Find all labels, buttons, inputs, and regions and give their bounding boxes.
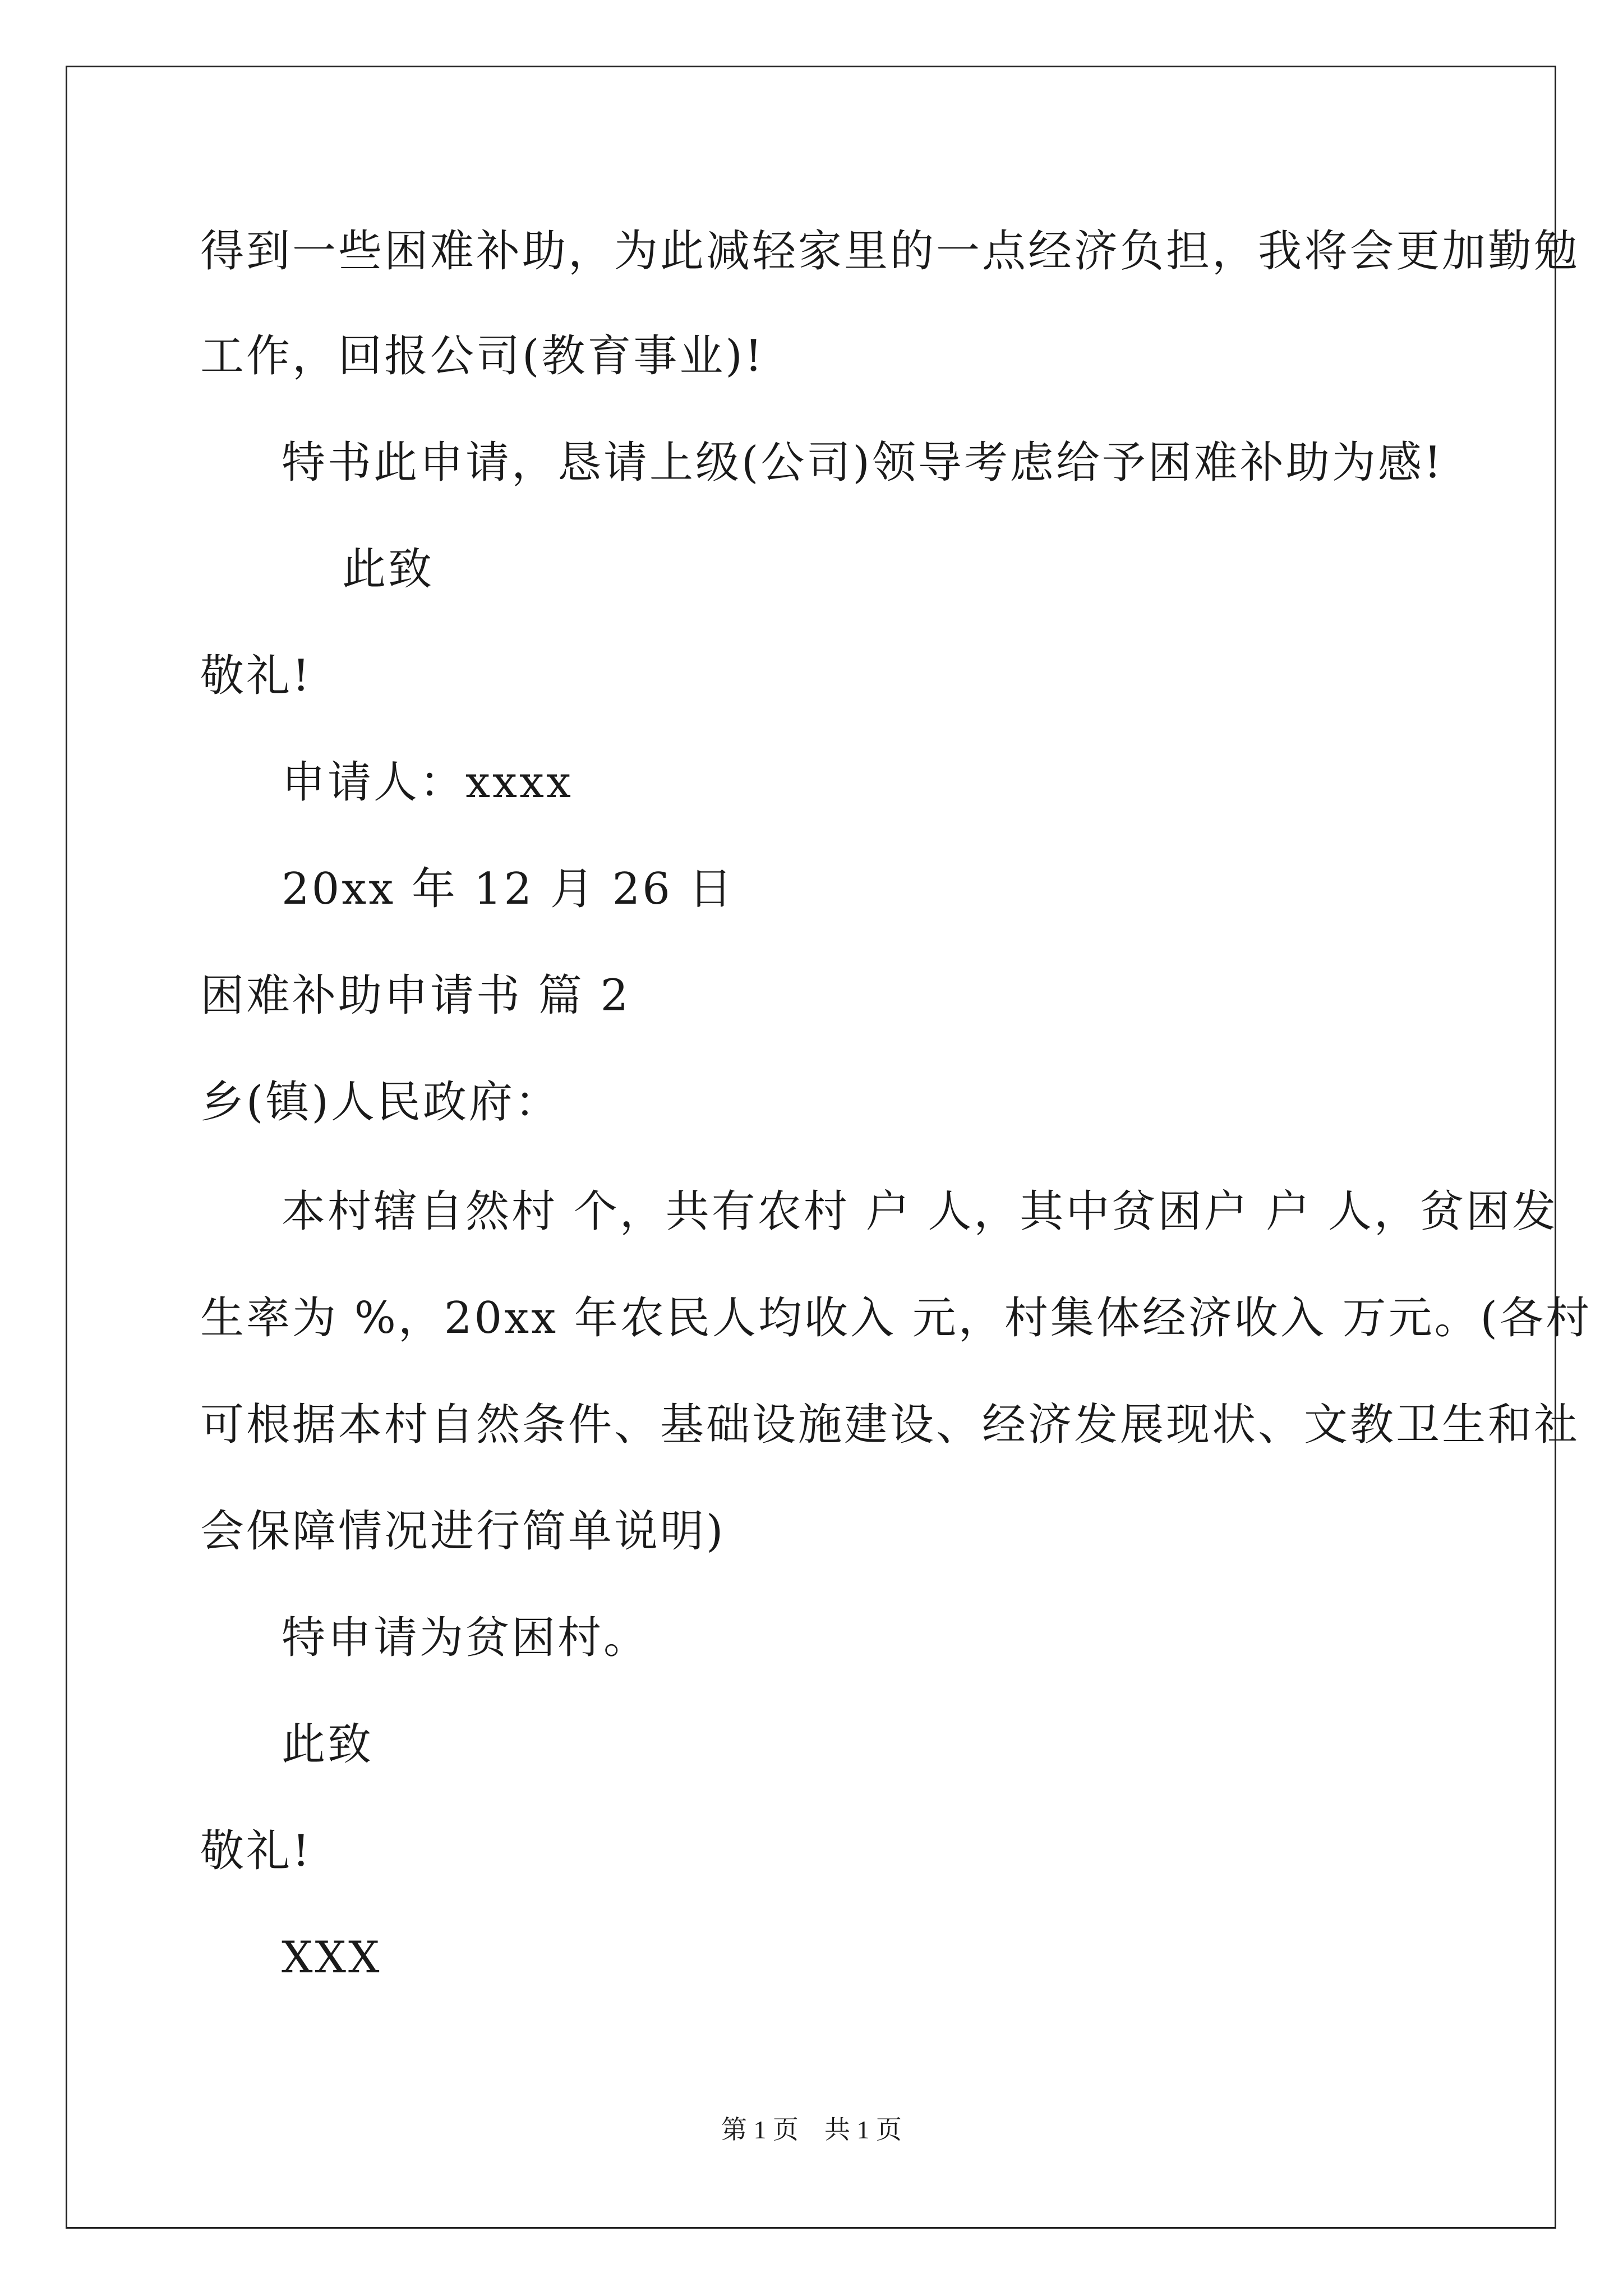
salutation-line: 敬礼! bbox=[200, 1826, 312, 1876]
body-line: 可根据本村自然条件、基础设施建设、经济发展现状、文教卫生和社 bbox=[200, 1400, 1580, 1450]
salutation-line: 敬礼! bbox=[200, 651, 312, 701]
body-line: 工作，回报公司(教育事业)! bbox=[200, 331, 765, 381]
salutation-line: 此致 bbox=[282, 1719, 374, 1770]
addressee-line: 乡(镇)人民政府： bbox=[200, 1077, 561, 1128]
body-line: 本村辖自然村 个，共有农村 户 人，其中贫困户 户 人，贫困发 bbox=[282, 1186, 1558, 1237]
page-footer: 第 1 页 共 1 页 bbox=[721, 2115, 902, 2144]
date-line: 20xx 年 12 月 26 日 bbox=[282, 864, 735, 914]
body-line: 特申请为贫困村。 bbox=[282, 1613, 650, 1663]
page-border bbox=[66, 66, 1556, 2229]
body-line: 会保障情况进行简单说明) bbox=[200, 1506, 726, 1557]
salutation-line: 此致 bbox=[342, 544, 435, 595]
applicant-line: 申请人：xxxx bbox=[282, 757, 573, 808]
section-heading: 困难补助申请书 篇 2 bbox=[200, 970, 631, 1021]
body-line: 生率为 %，20xx 年农民人均收入 元，村集体经济收入 万元。(各村 bbox=[200, 1293, 1592, 1343]
signature-line: XXX bbox=[282, 1932, 382, 1983]
body-line: 特书此申请，恳请上级(公司)领导考虑给予困难补助为感! bbox=[282, 438, 1444, 488]
body-line: 得到一些困难补助，为此减轻家里的一点经济负担，我将会更加勤勉 bbox=[200, 226, 1580, 277]
